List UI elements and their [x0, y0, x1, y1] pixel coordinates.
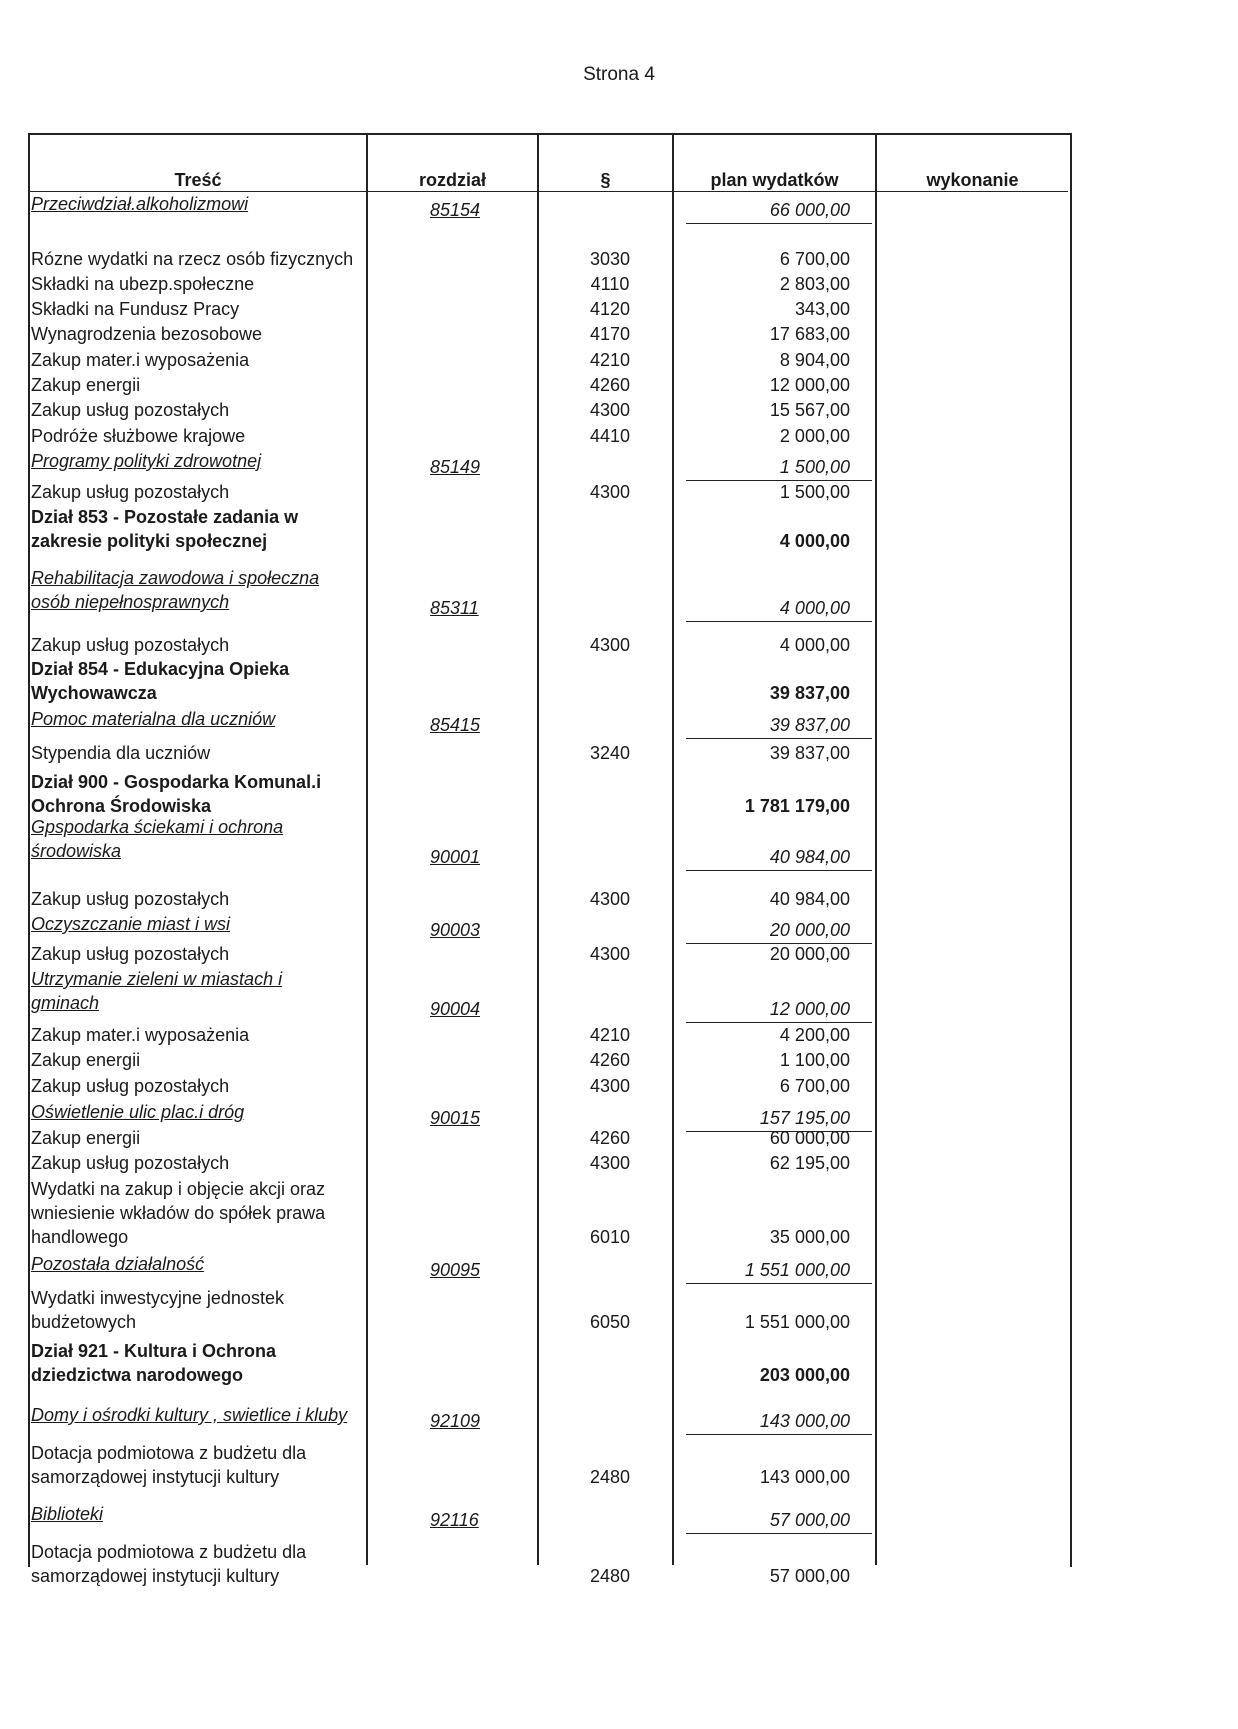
column-divider: [537, 133, 539, 1565]
row-amount: 4 000,00: [779, 531, 850, 551]
header-rozdzial: rozdział: [418, 170, 486, 190]
row-description: Rózne wydatki na rzecz osób fizycznych: [31, 249, 354, 269]
row-paragraf: 4300: [589, 635, 631, 655]
row-amount: 4 000,00: [779, 635, 850, 655]
row-description: samorządowej instytucji kultury: [31, 1566, 280, 1586]
row-amount: 12 000,00: [769, 999, 850, 1019]
row-amount: 4 000,00: [779, 598, 850, 618]
row-rozdzial: 85149: [430, 457, 481, 477]
row-amount: 60 000,00: [769, 1128, 850, 1148]
row-paragraf: 6050: [589, 1312, 631, 1332]
row-description: środowiska: [31, 841, 122, 861]
row-description: Gpspodarka ściekami i ochrona: [31, 817, 284, 837]
row-paragraf: 4300: [589, 889, 631, 909]
row-description: Zakup energii: [31, 375, 141, 395]
row-amount: 1 100,00: [779, 1050, 850, 1070]
row-amount: 39 837,00: [769, 715, 850, 735]
row-rozdzial: 90003: [430, 920, 481, 940]
row-description: Domy i ośrodki kultury , swietlice i kluby: [31, 1405, 348, 1425]
row-paragraf: 4260: [589, 375, 631, 395]
row-description: Pomoc materialna dla uczniów: [31, 709, 276, 729]
row-rozdzial: 85415: [430, 715, 481, 735]
page-title: Strona 4: [583, 64, 655, 85]
row-amount: 203 000,00: [759, 1365, 850, 1385]
row-amount: 343,00: [794, 299, 850, 319]
row-paragraf: 4260: [589, 1050, 631, 1070]
row-description: osób niepełnosprawnych: [31, 592, 230, 612]
row-rozdzial: 90015: [430, 1108, 481, 1128]
row-description: Zakup usług pozostałych: [31, 1153, 230, 1173]
row-rozdzial: 85154: [430, 200, 481, 220]
row-description: Ochrona Środowiska: [31, 796, 212, 816]
row-paragraf: 2480: [589, 1566, 631, 1586]
row-paragraf: 4210: [589, 350, 631, 370]
row-description: Dział 853 - Pozostałe zadania w: [31, 507, 299, 527]
row-amount: 4 200,00: [779, 1025, 850, 1045]
row-description: Przeciwdział.alkoholizmowi: [31, 194, 249, 214]
row-amount: 35 000,00: [769, 1227, 850, 1247]
row-description: Pozostała działalność: [31, 1254, 205, 1274]
row-description: Zakup usług pozostałych: [31, 482, 230, 502]
row-paragraf: 4260: [589, 1128, 631, 1148]
row-paragraf: 3030: [589, 249, 631, 269]
row-description: Dotacja podmiotowa z budżetu dla: [31, 1542, 307, 1562]
row-description: Oświetlenie ulic plac.i dróg: [31, 1102, 245, 1122]
row-paragraf: 4120: [589, 299, 631, 319]
row-description: Zakup energii: [31, 1050, 141, 1070]
row-description: dziedzictwa narodowego: [31, 1365, 244, 1385]
amount-underline: [686, 870, 872, 871]
row-amount: 20 000,00: [769, 920, 850, 940]
row-rozdzial: 85311: [430, 598, 479, 618]
row-amount: 15 567,00: [769, 400, 850, 420]
row-rozdzial: 90004: [430, 999, 481, 1019]
row-description: Wydatki na zakup i objęcie akcji oraz: [31, 1179, 325, 1199]
row-amount: 6 700,00: [779, 1076, 850, 1096]
row-amount: 1 551 000,00: [744, 1312, 850, 1332]
row-amount: 157 195,00: [759, 1108, 850, 1128]
row-description: Zakup energii: [31, 1128, 141, 1148]
row-paragraf: 4300: [589, 482, 631, 502]
row-description: wniesienie wkładów do spółek prawa: [31, 1203, 326, 1223]
row-description: Składki na Fundusz Pracy: [31, 299, 240, 319]
row-amount: 62 195,00: [769, 1153, 850, 1173]
row-amount: 12 000,00: [769, 375, 850, 395]
row-amount: 1 500,00: [779, 457, 850, 477]
row-description: Oczyszczanie miast i wsi: [31, 914, 231, 934]
row-description: Zakup usług pozostałych: [31, 400, 230, 420]
row-description: budżetowych: [31, 1312, 137, 1332]
row-amount: 17 683,00: [769, 324, 850, 344]
row-description: Biblioteki: [31, 1504, 104, 1524]
header-wykonanie: wykonanie: [926, 170, 1019, 190]
row-description: Podróże służbowe krajowe: [31, 426, 246, 446]
row-description: Zakup usług pozostałych: [31, 635, 230, 655]
row-description: Zakup mater.i wyposażenia: [31, 350, 250, 370]
row-description: Dział 900 - Gospodarka Komunal.i: [31, 772, 322, 792]
row-description: Zakup usług pozostałych: [31, 944, 230, 964]
amount-underline: [686, 1283, 872, 1284]
row-paragraf: 4300: [589, 944, 631, 964]
row-description: Dotacja podmiotowa z budżetu dla: [31, 1443, 307, 1463]
row-amount: 143 000,00: [759, 1411, 850, 1431]
row-amount: 143 000,00: [759, 1467, 850, 1487]
row-amount: 57 000,00: [769, 1566, 850, 1586]
row-description: Stypendia dla uczniów: [31, 743, 211, 763]
row-description: Zakup usług pozostałych: [31, 1076, 230, 1096]
row-paragraf: 4300: [589, 1153, 631, 1173]
row-rozdzial: 90095: [430, 1260, 481, 1280]
row-amount: 57 000,00: [769, 1510, 850, 1530]
row-description: samorządowej instytucji kultury: [31, 1467, 280, 1487]
amount-underline: [686, 738, 872, 739]
row-description: Programy polityki zdrowotnej: [31, 451, 262, 471]
amount-underline: [686, 223, 872, 224]
header-tresc: Treść: [174, 170, 222, 190]
row-amount: 8 904,00: [779, 350, 850, 370]
amount-underline: [686, 621, 872, 622]
row-paragraf: 4300: [589, 1076, 631, 1096]
row-amount: 39 837,00: [769, 683, 850, 703]
row-amount: 6 700,00: [779, 249, 850, 269]
row-description: Zakup usług pozostałych: [31, 889, 230, 909]
row-amount: 1 500,00: [779, 482, 850, 502]
row-description: Utrzymanie zieleni w miastach i: [31, 969, 283, 989]
amount-underline: [686, 1533, 872, 1534]
row-amount: 2 000,00: [779, 426, 850, 446]
row-paragraf: 4210: [589, 1025, 631, 1045]
row-description: Wydatki inwestycyjne jednostek: [31, 1288, 284, 1308]
row-description: zakresie polityki społecznej: [31, 531, 268, 551]
row-amount: 40 984,00: [769, 889, 850, 909]
row-paragraf: 3240: [589, 743, 631, 763]
row-amount: 20 000,00: [769, 944, 850, 964]
row-rozdzial: 92116: [430, 1510, 479, 1530]
row-paragraf: 4170: [589, 324, 631, 344]
row-rozdzial: 90001: [430, 847, 481, 867]
row-amount: 40 984,00: [769, 847, 850, 867]
row-paragraf: 6010: [589, 1227, 631, 1247]
row-description: Wynagrodzenia bezosobowe: [31, 324, 262, 344]
row-description: Dział 854 - Edukacyjna Opieka: [31, 659, 290, 679]
header-paragraf: §: [600, 170, 611, 190]
row-rozdzial: 92109: [430, 1411, 481, 1431]
row-description: Rehabilitacja zawodowa i społeczna: [31, 568, 320, 588]
row-description: Składki na ubezp.społeczne: [31, 274, 255, 294]
row-paragraf: 4410: [589, 426, 631, 446]
amount-underline: [686, 1434, 872, 1435]
row-amount: 39 837,00: [769, 743, 850, 763]
row-amount: 1 781 179,00: [744, 796, 850, 816]
row-description: gminach: [31, 993, 100, 1013]
row-paragraf: 4110: [590, 274, 630, 294]
row-amount: 66 000,00: [769, 200, 850, 220]
row-description: Dział 921 - Kultura i Ochrona: [31, 1341, 277, 1361]
row-amount: 2 803,00: [779, 274, 850, 294]
row-description: Zakup mater.i wyposażenia: [31, 1025, 250, 1045]
row-description: Wychowawcza: [31, 683, 157, 703]
header-plan: plan wydatków: [710, 170, 839, 190]
row-paragraf: 2480: [589, 1467, 631, 1487]
row-description: handlowego: [31, 1227, 129, 1247]
column-divider: [875, 133, 877, 1565]
row-paragraf: 4300: [589, 400, 631, 420]
row-amount: 1 551 000,00: [744, 1260, 850, 1280]
